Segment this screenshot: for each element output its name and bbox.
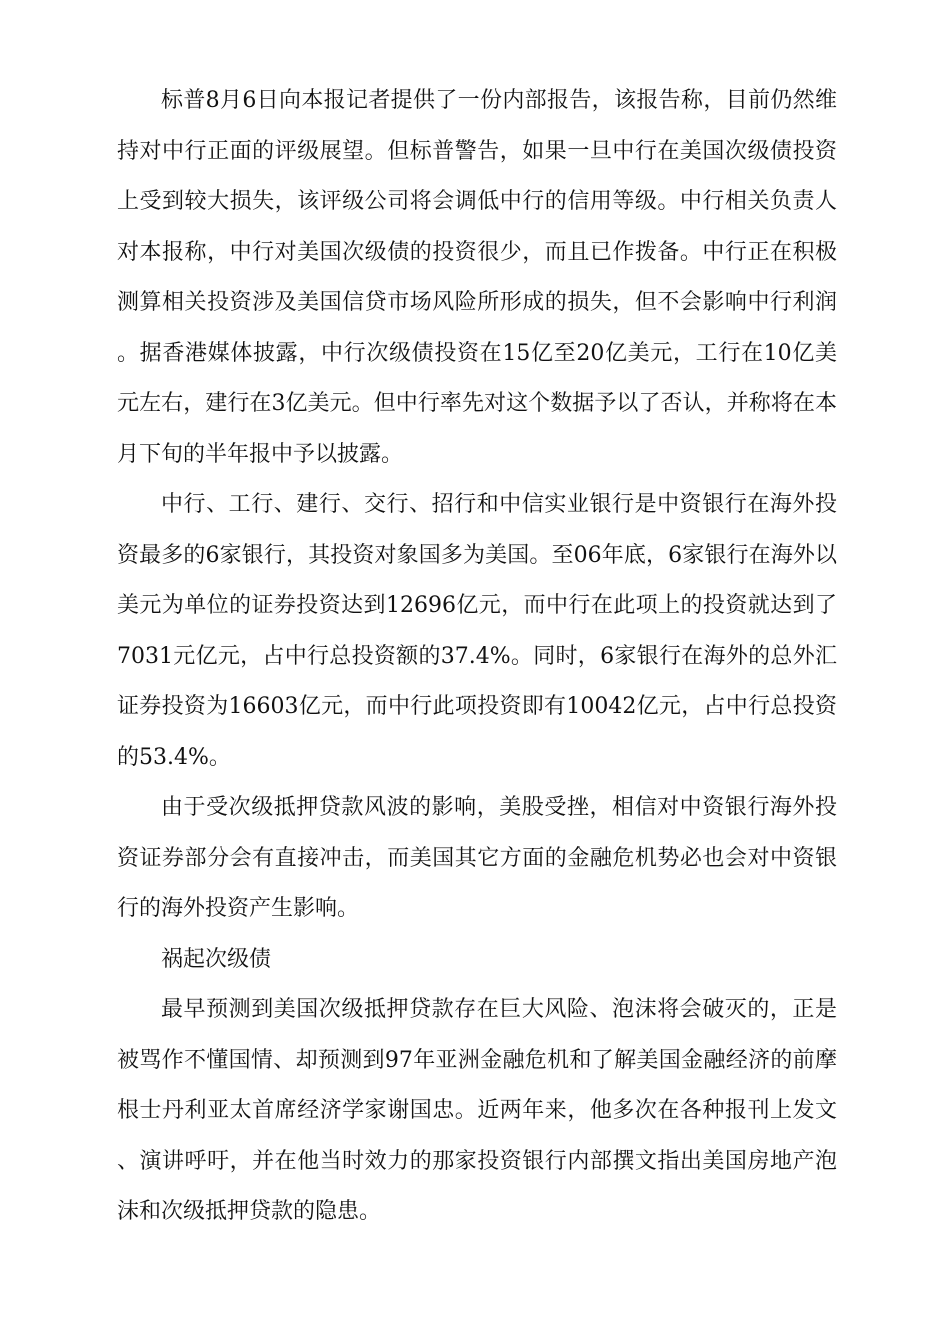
document-page (117, 76, 837, 1238)
section-heading: 祸起次级债 (161, 946, 272, 972)
paragraph-early-warning: 最早预测到美国次级抵押贷款存在巨大风险、泡沫将会破灭的，正是被骂作不懂国情、却预测到97年亚洲金融危机和了解美国金融经济的前摩根士丹利亚太首席经济学家谢国忠。近两年来，他多次在各种报刊上发文、演讲呼吁，并在他当时效力的那家投资银行内部撰文指出美国房地产泡沫和次级抵押贷款的隐患。 (117, 997, 837, 1224)
paragraph-overseas-investment: 中行、工行、建行、交行、招行和中信实业银行是中资银行在海外投资最多的6家银行，其投资对象国多为美国。至06年底，6家银行在海外以美元为单位的证券投资达到12696亿元，而中行在此项上的投资就达到了7031元亿元，占中行总投资额的37.4%。同时，6家银行在海外的总外汇证券投资为16603亿元，而中行此项投资即有10042亿元，占中行总投资的53.4%。 (117, 492, 837, 770)
paragraph-market-impact: 由于受次级抵押贷款风波的影响，美股受挫，相信对中资银行海外投资证券部分会有直接冲击，而美国其它方面的金融危机势必也会对中资银行的海外投资产生影响。 (117, 795, 837, 921)
paragraph-standard-poors-report: 标普8月6日向本报记者提供了一份内部报告，该报告称，目前仍然维持对中行正面的评级展望。但标普警告，如果一旦中行在美国次级债投资上受到较大损失，该评级公司将会调低中行的信用等级。中行相关负责人对本报称，中行对美国次级债的投资很少，而且已作拨备。中行正在积极测算相关投资涉及美国信贷市场风险所形成的损失，但不会影响中行利润。据香港媒体披露，中行次级债投资在15亿至20亿美元，工行在10亿美元左右，建行在3亿美元。但中行率先对这个数据予以了否认，并称将在本月下旬的半年报中予以披露。 (117, 88, 837, 467)
